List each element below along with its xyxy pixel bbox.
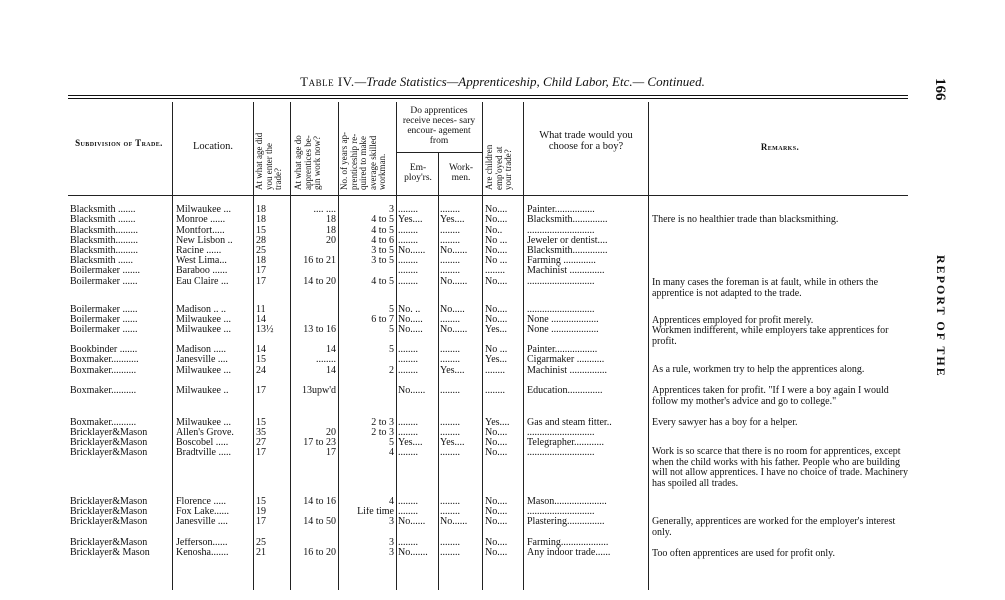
cell-begin: 20 [326, 428, 336, 438]
cell-choose: Painter................. [527, 345, 598, 355]
cell-age: 14 [256, 315, 266, 325]
cell-work: ........ [440, 236, 460, 246]
cell-age: 17 [256, 277, 266, 287]
cell-work: ........ [440, 548, 460, 558]
cell-age: 25 [256, 246, 266, 256]
cell-child: Yes... [485, 325, 508, 335]
cell-loc: Janesville .... [176, 355, 228, 365]
cell-emp: ........ [398, 497, 418, 507]
cell-child: Yes... [485, 355, 508, 365]
cell-emp: ........ [398, 366, 418, 376]
cell-work: ........ [440, 386, 460, 396]
cell-years: 3 [389, 548, 394, 558]
cell-loc: Madison ..... [176, 345, 226, 355]
cell-choose: ........................... [527, 507, 595, 517]
cell-trade: Bricklayer&Mason [70, 497, 148, 507]
cell-begin: 13 to 16 [303, 325, 336, 335]
cell-years: 4 [389, 497, 394, 507]
cell-trade: Boilermaker ...... [70, 277, 138, 287]
cell-trade: Boxmaker........... [70, 355, 139, 365]
header-age-begin: At what age do apprentices be- gin work now? [293, 135, 322, 190]
cell-child: No.... [485, 538, 508, 548]
col-line [172, 102, 173, 590]
cell-trade: Bricklayer&Mason [70, 448, 148, 458]
cell-begin: 13upw'd [301, 386, 336, 396]
cell-trade: Bricklayer& Mason [70, 548, 150, 558]
cell-emp: No..... [398, 315, 423, 325]
cell-emp: ........ [398, 256, 418, 266]
cell-child: Yes.... [485, 418, 510, 428]
cell-emp: No..... [398, 325, 423, 335]
cell-loc: Janesville .... [176, 517, 228, 527]
cell-trade: Boxmaker.......... [70, 366, 137, 376]
cell-age: 25 [256, 538, 266, 548]
cell-years: 2 to 3 [371, 428, 394, 438]
cell-loc: Milwaukee ... [176, 325, 231, 335]
cell-emp: No. .. [398, 305, 421, 315]
cell-work: ........ [440, 497, 460, 507]
cell-loc: Bradtville ..... [176, 448, 231, 458]
cell-loc: Montfort..... [176, 226, 225, 236]
cell-work: ........ [440, 355, 460, 365]
col-line [482, 102, 483, 590]
cell-choose: ........................... [527, 305, 595, 315]
cell-loc: Boscobel ..... [176, 438, 229, 448]
remark: As a rule, workmen try to help the apprentices along. [652, 364, 865, 375]
cell-emp: No....... [398, 548, 428, 558]
cell-child: No ... [485, 345, 508, 355]
cell-loc: Eau Claire ... [176, 277, 229, 287]
cell-years: 4 [389, 448, 394, 458]
cell-age: 35 [256, 428, 266, 438]
cell-child: ........ [485, 386, 505, 396]
table-title [0, 74, 1005, 90]
cell-choose: Farming ............. [527, 256, 596, 266]
cell-work: ........ [440, 266, 460, 276]
cell-age: 17 [256, 517, 266, 527]
header-location: Location. [193, 141, 233, 152]
cell-emp: ........ [398, 428, 418, 438]
cell-work: Yes.... [440, 215, 465, 225]
cell-choose: Machinist .............. [527, 266, 605, 276]
cell-years: 3 [389, 205, 394, 215]
table-continued: Continued. [647, 74, 705, 89]
cell-years: 4 to 5 [371, 277, 394, 287]
cell-child: No.... [485, 246, 508, 256]
cell-trade: Bricklayer&Mason [70, 517, 148, 527]
table-caption: —Trade Statistics—Apprenticeship, Child Labor, Etc.— [354, 74, 645, 89]
cell-choose: Blacksmith.............. [527, 246, 608, 256]
cell-child: No.... [485, 517, 508, 527]
cell-work: No...... [440, 517, 468, 527]
cell-child: No.... [485, 277, 508, 287]
cell-choose: None ................... [527, 315, 599, 325]
cell-years: 4 to 5 [371, 215, 394, 225]
cell-begin: 14 to 20 [303, 277, 336, 287]
cell-child: No.... [485, 205, 508, 215]
cell-child: No ... [485, 256, 508, 266]
cell-loc: Allen's Grove. [176, 428, 234, 438]
cell-trade: Bricklayer&Mason [70, 438, 148, 448]
cell-emp: ........ [398, 226, 418, 236]
cell-begin: 14 [326, 366, 336, 376]
cell-loc: Milwaukee ... [176, 418, 231, 428]
cell-work: Yes.... [440, 366, 465, 376]
cell-begin: 14 to 16 [303, 497, 336, 507]
cell-age: 17 [256, 266, 266, 276]
cell-emp: No...... [398, 386, 426, 396]
cell-emp: ........ [398, 236, 418, 246]
cell-age: 15 [256, 355, 266, 365]
cell-work: ........ [440, 205, 460, 215]
cell-age: 11 [256, 305, 266, 315]
cell-age: 28 [256, 236, 266, 246]
header-employers: Em- ploy'rs. [404, 163, 432, 183]
cell-begin: 18 [326, 215, 336, 225]
cell-emp: No...... [398, 246, 426, 256]
cell-choose: ........................... [527, 226, 595, 236]
header-rule [68, 195, 908, 196]
cell-child: No.... [485, 428, 508, 438]
cell-emp: No...... [398, 517, 426, 527]
cell-choose: Gas and steam fitter.. [527, 418, 612, 428]
cell-age: 21 [256, 548, 266, 558]
cell-trade: Blacksmith......... [70, 236, 139, 246]
cell-age: 18 [256, 205, 266, 215]
cell-emp: ........ [398, 355, 418, 365]
cell-emp: ........ [398, 418, 418, 428]
cell-age: 27 [256, 438, 266, 448]
cell-choose: Jeweler or dentist.... [527, 236, 608, 246]
cell-trade: Blacksmith ....... [70, 215, 136, 225]
cell-years: 4 to 5 [371, 226, 394, 236]
cell-child: No.... [485, 507, 508, 517]
cell-begin: 17 [326, 448, 336, 458]
remark: Generally, apprentices are worked for the employer's interest only. [652, 516, 896, 538]
remark: Every sawyer has a boy for a helper. [652, 417, 798, 428]
cell-work: No...... [440, 277, 468, 287]
cell-choose: Plastering............... [527, 517, 605, 527]
remark: Too often apprentices are used for profit only. [652, 548, 836, 559]
cell-loc: Milwaukee .. [176, 386, 229, 396]
cell-trade: Blacksmith ...... [70, 256, 134, 266]
col-line [523, 102, 524, 590]
col-line [438, 152, 439, 590]
cell-child: No.... [485, 438, 508, 448]
cell-begin: 16 to 21 [303, 256, 336, 266]
remark: In many cases the foreman is at fault, while in others the apprentice is not adapted to the trade. [652, 277, 879, 299]
cell-loc: New Lisbon .. [176, 236, 233, 246]
cell-begin: .... .... [313, 205, 336, 215]
cell-trade: Bookbinder ....... [70, 345, 138, 355]
cell-years: 3 to 5 [371, 246, 394, 256]
cell-age: 15 [256, 497, 266, 507]
cell-begin: 14 [326, 345, 336, 355]
remark: Apprentices employed for profit merely. [652, 315, 814, 326]
cell-work: ........ [440, 507, 460, 517]
top-rule-2 [68, 98, 908, 99]
cell-child: No.... [485, 315, 508, 325]
cell-loc: West Lima... [176, 256, 227, 266]
cell-age: 18 [256, 215, 266, 225]
cell-trade: Bricklayer&Mason [70, 538, 148, 548]
cell-age: 17 [256, 386, 266, 396]
page-number: 166 [932, 78, 948, 101]
cell-loc: Milwaukee ... [176, 315, 231, 325]
cell-loc: Baraboo ...... [176, 266, 228, 276]
cell-choose: None ................... [527, 325, 599, 335]
cell-loc: Jefferson...... [176, 538, 228, 548]
cell-emp: ........ [398, 266, 418, 276]
cell-child: No.. [485, 226, 503, 236]
header-do-apprentices: Do apprentices receive neces- sary encour- agement from [402, 106, 476, 146]
cell-work: ........ [440, 345, 460, 355]
cell-child: No.... [485, 497, 508, 507]
remark: Work is so scarce that there is no room for apprentices, except when the child works with his father. People who are building will not allow apprentices. I have no choice of trade. Machinery has spoiled all trades. [652, 446, 909, 489]
cell-age: 24 [256, 366, 266, 376]
cell-trade: Blacksmith......... [70, 246, 139, 256]
cell-choose: Painter................ [527, 205, 595, 215]
header-remarks: Remarks. [760, 142, 800, 152]
cell-years: Life time [357, 507, 394, 517]
cell-begin: 18 [326, 226, 336, 236]
cell-loc: Monroe ...... [176, 215, 226, 225]
col-line [648, 102, 649, 590]
cell-trade: Boilermaker ...... [70, 315, 138, 325]
cell-choose: Mason..................... [527, 497, 607, 507]
cell-work: No...... [440, 325, 468, 335]
header-children: Are children emp'oyed at your trade? [484, 144, 513, 190]
encouragement-subrule [396, 152, 482, 153]
cell-child: No.... [485, 305, 508, 315]
cell-emp: ........ [398, 205, 418, 215]
cell-emp: ........ [398, 277, 418, 287]
cell-work: ........ [440, 418, 460, 428]
cell-loc: Madison .. .. [176, 305, 226, 315]
top-rule [68, 95, 908, 96]
cell-age: 19 [256, 507, 266, 517]
cell-begin: 17 to 23 [303, 438, 336, 448]
cell-age: 15 [256, 226, 266, 236]
cell-choose: Machinist ............... [527, 366, 607, 376]
cell-trade: Bricklayer&Mason [70, 428, 148, 438]
cell-trade: Boilermaker ....... [70, 266, 140, 276]
cell-child: No ... [485, 236, 508, 246]
cell-choose: Education.............. [527, 386, 603, 396]
cell-age: 17 [256, 448, 266, 458]
col-line [396, 102, 397, 590]
cell-emp: ........ [398, 345, 418, 355]
header-subdivision: Subdivision of Trade. [75, 138, 163, 148]
remark: Workmen indifferent, while employers take apprentices for profit. [652, 325, 889, 347]
cell-trade: Boxmaker.......... [70, 386, 137, 396]
cell-work: ........ [440, 226, 460, 236]
cell-trade: Blacksmith ....... [70, 205, 136, 215]
cell-years: 3 to 5 [371, 256, 394, 266]
cell-choose: Farming................... [527, 538, 609, 548]
cell-choose: ........................... [527, 448, 595, 458]
cell-choose: ........................... [527, 277, 595, 287]
cell-loc: Kenosha....... [176, 548, 229, 558]
cell-choose: Blacksmith.............. [527, 215, 608, 225]
cell-years: 3 [389, 538, 394, 548]
cell-emp: Yes.... [398, 215, 423, 225]
cell-work: No...... [440, 246, 468, 256]
cell-work: No..... [440, 305, 465, 315]
cell-trade: Blacksmith......... [70, 226, 139, 236]
cell-choose: Any indoor trade...... [527, 548, 611, 558]
cell-begin: 16 to 20 [303, 548, 336, 558]
cell-loc: Milwaukee ... [176, 205, 231, 215]
cell-choose: Cigarmaker ........... [527, 355, 605, 365]
cell-begin: 20 [326, 236, 336, 246]
header-choose: What trade would you choose for a boy? [539, 130, 633, 152]
cell-years: 6 to 7 [371, 315, 394, 325]
cell-years: 5 [389, 305, 394, 315]
cell-years: 5 [389, 345, 394, 355]
cell-years: 3 [389, 517, 394, 527]
cell-emp: ........ [398, 448, 418, 458]
cell-choose: Telegrapher............ [527, 438, 605, 448]
cell-loc: Racine ...... [176, 246, 222, 256]
cell-loc: Florence ..... [176, 497, 226, 507]
cell-child: ........ [485, 366, 505, 376]
cell-work: ........ [440, 315, 460, 325]
cell-work: ........ [440, 256, 460, 266]
header-workmen: Work- men. [448, 163, 474, 183]
cell-begin: 14 to 50 [303, 517, 336, 527]
cell-work: ........ [440, 448, 460, 458]
cell-years: 5 [389, 438, 394, 448]
cell-emp: ........ [398, 507, 418, 517]
cell-trade: Boilermaker ...... [70, 325, 138, 335]
cell-age: 15 [256, 418, 266, 428]
cell-age: 18 [256, 256, 266, 266]
cell-begin: ........ [316, 355, 336, 365]
cell-loc: Milwaukee ... [176, 366, 231, 376]
cell-work: ........ [440, 538, 460, 548]
running-header: REPORT OF THE [934, 255, 948, 378]
remark: There is no healthier trade than blacksmithing. [652, 214, 839, 225]
table-number: Table IV. [300, 74, 355, 89]
header-years: No. of years ap- prenticeship re- quired to make average skilled workman. [339, 132, 387, 190]
cell-loc: Fox Lake...... [176, 507, 230, 517]
cell-trade: Boilermaker ...... [70, 305, 138, 315]
header-age-entered: At what age did you enter the trade? [254, 132, 283, 190]
cell-choose: ........................... [527, 428, 595, 438]
cell-emp: ........ [398, 538, 418, 548]
cell-years: 2 to 3 [371, 418, 394, 428]
cell-years: 5 [389, 325, 394, 335]
cell-age: 13½ [256, 325, 274, 335]
cell-child: No.... [485, 448, 508, 458]
cell-age: 14 [256, 345, 266, 355]
remark: Apprentices taken for profit. "If I were a boy again I would follow my mother's advice and go to college." [652, 385, 889, 407]
cell-work: ........ [440, 428, 460, 438]
cell-child: No.... [485, 215, 508, 225]
cell-trade: Bricklayer&Mason [70, 507, 148, 517]
cell-child: No.... [485, 548, 508, 558]
cell-child: ........ [485, 266, 505, 276]
cell-years: 2 [389, 366, 394, 376]
cell-years: 4 to 6 [371, 236, 394, 246]
cell-work: Yes.... [440, 438, 465, 448]
cell-trade: Boxmaker.......... [70, 418, 137, 428]
col-line [290, 102, 291, 590]
cell-emp: Yes.... [398, 438, 423, 448]
